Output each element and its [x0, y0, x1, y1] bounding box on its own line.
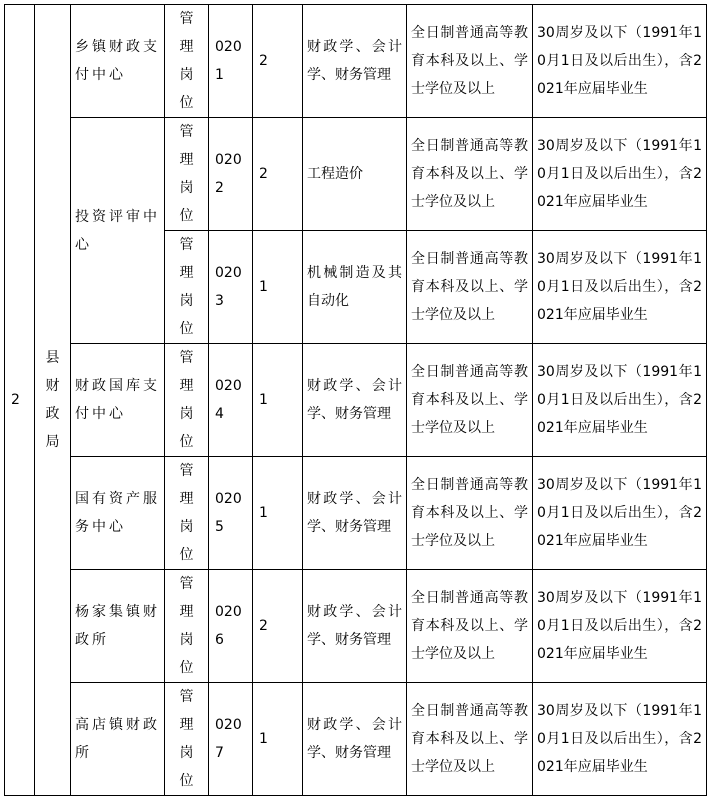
major-cell: 财政学、会计学、财务管理	[303, 683, 407, 796]
major-cell: 工程造价	[303, 118, 407, 231]
table-row	[5, 457, 707, 570]
headcount-cell: 1	[253, 231, 303, 344]
education-cell: 全日制普通高等教育本科及以上、学士学位及以上	[407, 5, 533, 118]
major-cell: 财政学、会计学、财务管理	[303, 570, 407, 683]
unit-cell: 投资评审中心	[71, 118, 165, 344]
table-row	[5, 118, 707, 231]
post-type-cell: 管理岗位	[165, 231, 209, 344]
post-type-cell: 管理岗位	[165, 118, 209, 231]
unit-cell: 乡镇财政支付中心	[71, 5, 165, 118]
seq-no-cell: 2	[5, 5, 35, 796]
table-row	[5, 344, 707, 457]
education-cell: 全日制普通高等教育本科及以上、学士学位及以上	[407, 344, 533, 457]
age-cell: 30周岁及以下（1991年10月1日及以后出生），含2021年应届毕业生	[533, 683, 707, 796]
age-cell: 30周岁及以下（1991年10月1日及以后出生），含2021年应届毕业生	[533, 118, 707, 231]
major-cell: 机械制造及其自动化	[303, 231, 407, 344]
unit-cell: 杨家集镇财政所	[71, 570, 165, 683]
education-cell: 全日制普通高等教育本科及以上、学士学位及以上	[407, 683, 533, 796]
post-code-cell: 0207	[209, 683, 253, 796]
headcount-cell: 2	[253, 570, 303, 683]
post-code-cell: 0205	[209, 457, 253, 570]
post-code-cell: 0202	[209, 118, 253, 231]
headcount-cell: 1	[253, 683, 303, 796]
age-cell: 30周岁及以下（1991年10月1日及以后出生），含2021年应届毕业生	[533, 344, 707, 457]
unit-cell: 财政国库支付中心	[71, 344, 165, 457]
unit-cell: 国有资产服务中心	[71, 457, 165, 570]
major-cell: 财政学、会计学、财务管理	[303, 5, 407, 118]
education-cell: 全日制普通高等教育本科及以上、学士学位及以上	[407, 118, 533, 231]
age-cell: 30周岁及以下（1991年10月1日及以后出生），含2021年应届毕业生	[533, 457, 707, 570]
post-type-cell: 管理岗位	[165, 457, 209, 570]
age-cell: 30周岁及以下（1991年10月1日及以后出生），含2021年应届毕业生	[533, 570, 707, 683]
headcount-cell: 1	[253, 457, 303, 570]
headcount-cell: 2	[253, 118, 303, 231]
age-cell: 30周岁及以下（1991年10月1日及以后出生），含2021年应届毕业生	[533, 5, 707, 118]
department-cell: 县财政局	[35, 5, 71, 796]
education-cell: 全日制普通高等教育本科及以上、学士学位及以上	[407, 457, 533, 570]
post-code-cell: 0203	[209, 231, 253, 344]
education-cell: 全日制普通高等教育本科及以上、学士学位及以上	[407, 570, 533, 683]
headcount-cell: 2	[253, 5, 303, 118]
table-row	[5, 683, 707, 796]
post-type-cell: 管理岗位	[165, 344, 209, 457]
major-cell: 财政学、会计学、财务管理	[303, 457, 407, 570]
recruitment-table	[4, 4, 707, 796]
post-code-cell: 0206	[209, 570, 253, 683]
unit-cell: 高店镇财政所	[71, 683, 165, 796]
age-cell: 30周岁及以下（1991年10月1日及以后出生），含2021年应届毕业生	[533, 231, 707, 344]
major-cell: 财政学、会计学、财务管理	[303, 344, 407, 457]
post-type-cell: 管理岗位	[165, 683, 209, 796]
table-row	[5, 570, 707, 683]
post-code-cell: 0204	[209, 344, 253, 457]
headcount-cell: 1	[253, 344, 303, 457]
table-row	[5, 5, 707, 118]
education-cell: 全日制普通高等教育本科及以上、学士学位及以上	[407, 231, 533, 344]
post-code-cell: 0201	[209, 5, 253, 118]
post-type-cell: 管理岗位	[165, 5, 209, 118]
post-type-cell: 管理岗位	[165, 570, 209, 683]
